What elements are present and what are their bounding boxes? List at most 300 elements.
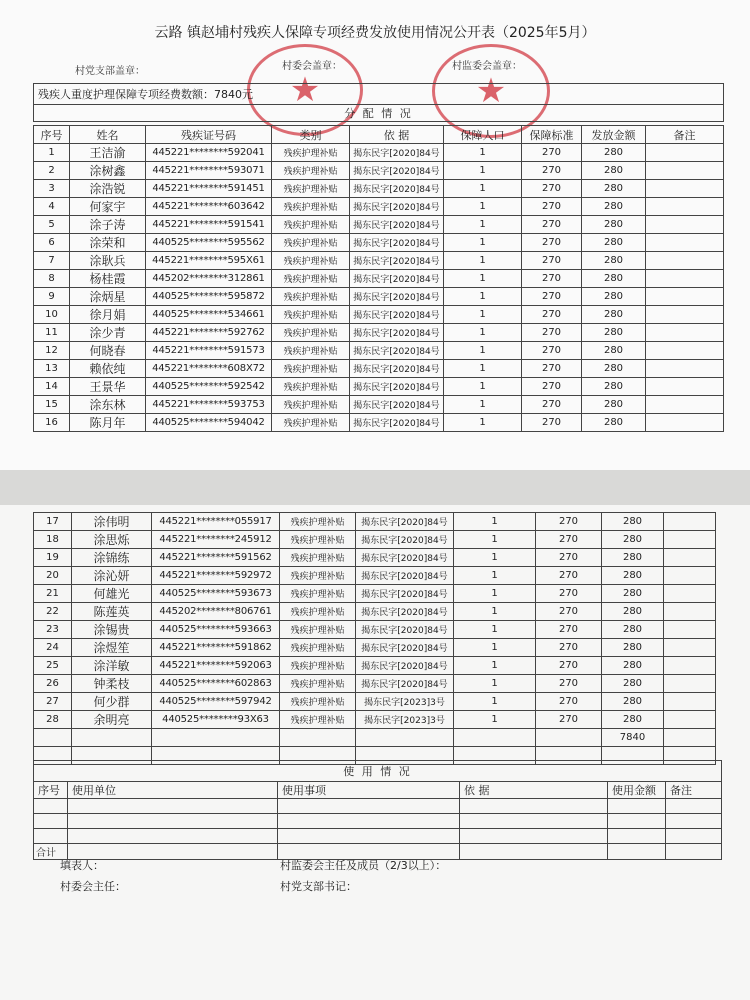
table-row (34, 603, 716, 621)
population: 1 (454, 657, 536, 675)
usage-header-row (34, 782, 722, 799)
population: 1 (454, 693, 536, 711)
standard: 270 (522, 234, 582, 252)
person-name: 涂洋敏 (72, 657, 152, 675)
amount: 280 (602, 621, 664, 639)
note (646, 324, 724, 342)
amount: 280 (602, 711, 664, 729)
amount: 280 (582, 252, 646, 270)
supervisory-committee-seal-label: 村监委会盖章： (452, 61, 522, 72)
table-row (34, 234, 724, 252)
basis: 揭东民字[2020]84号 (350, 360, 444, 378)
basis: 揭东民字[2020]84号 (350, 180, 444, 198)
row-number: 28 (34, 711, 72, 729)
category: 残疾护理补贴 (272, 144, 350, 162)
basis: 揭东民字[2020]84号 (350, 414, 444, 432)
usage-section-title: 使 用 情 况 (34, 761, 722, 782)
person-name: 涂子涛 (70, 216, 146, 234)
usage-total-row (34, 844, 722, 860)
note (646, 306, 724, 324)
note (664, 603, 716, 621)
table-row (34, 378, 724, 396)
population: 1 (454, 513, 536, 531)
basis: 揭东民字[2020]84号 (350, 234, 444, 252)
amount: 280 (602, 603, 664, 621)
id-number: 440525********593673 (152, 585, 280, 603)
note (646, 396, 724, 414)
standard: 270 (522, 270, 582, 288)
standard: 270 (536, 603, 602, 621)
table-row (34, 144, 724, 162)
amount: 280 (582, 414, 646, 432)
basis: 揭东民字[2020]84号 (356, 567, 454, 585)
population: 1 (454, 567, 536, 585)
note (646, 288, 724, 306)
id-number: 440525********593663 (152, 621, 280, 639)
id-number: 445221********595X61 (146, 252, 272, 270)
basis: 揭东民字[2020]84号 (350, 162, 444, 180)
population: 1 (444, 180, 522, 198)
category: 残疾护理补贴 (272, 234, 350, 252)
id-number: 440525********594042 (146, 414, 272, 432)
standard: 270 (536, 657, 602, 675)
note (646, 198, 724, 216)
table-row (34, 396, 724, 414)
table-row (34, 675, 716, 693)
person-name: 涂东林 (70, 396, 146, 414)
note (646, 234, 724, 252)
category: 残疾护理补贴 (272, 306, 350, 324)
person-name: 涂树鑫 (70, 162, 146, 180)
table-row (34, 180, 724, 198)
basis: 揭东民字[2020]84号 (350, 252, 444, 270)
id-number: 440525********595872 (146, 288, 272, 306)
note (664, 585, 716, 603)
population: 1 (454, 603, 536, 621)
person-name: 涂沁妍 (72, 567, 152, 585)
table-row (34, 324, 724, 342)
person-name: 徐月娟 (70, 306, 146, 324)
standard: 270 (522, 288, 582, 306)
committee-director-label: 村委会主任： (60, 880, 126, 893)
table-row (34, 306, 724, 324)
basis: 揭东民字[2020]84号 (350, 144, 444, 162)
category: 残疾护理补贴 (272, 288, 350, 306)
basis: 揭东民字[2020]84号 (350, 270, 444, 288)
person-name: 涂荣和 (70, 234, 146, 252)
note (664, 639, 716, 657)
table-row (34, 639, 716, 657)
standard: 270 (522, 198, 582, 216)
table-row (34, 513, 716, 531)
id-number: 445202********806761 (152, 603, 280, 621)
category: 残疾护理补贴 (272, 342, 350, 360)
row-number: 26 (34, 675, 72, 693)
standard: 270 (522, 162, 582, 180)
category: 残疾护理补贴 (280, 603, 356, 621)
population: 1 (454, 621, 536, 639)
person-name: 涂炳星 (70, 288, 146, 306)
seal-star-icon: ★ (475, 71, 507, 111)
note (664, 657, 716, 675)
usage-row (34, 814, 722, 829)
row-number: 18 (34, 531, 72, 549)
amount: 280 (582, 216, 646, 234)
amount: 280 (602, 657, 664, 675)
table-row (34, 162, 724, 180)
category: 残疾护理补贴 (272, 360, 350, 378)
table-row (34, 567, 716, 585)
id-number: 445221********608X72 (146, 360, 272, 378)
population: 1 (444, 252, 522, 270)
category: 残疾护理补贴 (272, 414, 350, 432)
amount: 280 (582, 360, 646, 378)
note (646, 360, 724, 378)
row-number: 2 (34, 162, 70, 180)
standard: 270 (522, 144, 582, 162)
person-name: 何晓春 (70, 342, 146, 360)
category: 残疾护理补贴 (272, 162, 350, 180)
row-number: 15 (34, 396, 70, 414)
usage-column-header: 使用单位 (68, 782, 278, 799)
row-number: 1 (34, 144, 70, 162)
category: 残疾护理补贴 (280, 549, 356, 567)
note (664, 675, 716, 693)
row-number: 5 (34, 216, 70, 234)
usage-row (34, 799, 722, 814)
person-name: 涂锡贵 (72, 621, 152, 639)
amount: 280 (582, 306, 646, 324)
amount: 280 (602, 585, 664, 603)
row-number: 19 (34, 549, 72, 567)
id-number: 445221********592972 (152, 567, 280, 585)
person-name: 余明亮 (72, 711, 152, 729)
basis: 揭东民字[2020]84号 (350, 324, 444, 342)
amount: 280 (602, 693, 664, 711)
population: 1 (444, 360, 522, 378)
id-number: 440525********93X63 (152, 711, 280, 729)
amount: 280 (582, 198, 646, 216)
person-name: 陈月年 (70, 414, 146, 432)
standard: 270 (536, 531, 602, 549)
standard: 270 (522, 396, 582, 414)
allocation-table (33, 125, 724, 432)
usage-column-header: 使用事项 (278, 782, 460, 799)
person-name: 涂煜笙 (72, 639, 152, 657)
category: 残疾护理补贴 (272, 396, 350, 414)
person-name: 陈莲英 (72, 603, 152, 621)
table-row (34, 657, 716, 675)
standard: 270 (522, 216, 582, 234)
row-number: 23 (34, 621, 72, 639)
table-row (34, 342, 724, 360)
category: 残疾护理补贴 (280, 639, 356, 657)
allocation-header-row (34, 126, 724, 144)
person-name: 涂锦练 (72, 549, 152, 567)
table-row (34, 621, 716, 639)
column-header: 残疾证号码 (146, 126, 272, 144)
note (646, 180, 724, 198)
basis: 揭东民字[2020]84号 (356, 639, 454, 657)
id-number: 440525********534661 (146, 306, 272, 324)
id-number: 445221********603642 (146, 198, 272, 216)
standard: 270 (536, 549, 602, 567)
standard: 270 (536, 513, 602, 531)
id-number: 445221********593071 (146, 162, 272, 180)
population: 1 (444, 270, 522, 288)
category: 残疾护理补贴 (280, 711, 356, 729)
amount: 280 (602, 567, 664, 585)
filler-label: 填表人： (60, 859, 104, 872)
basis: 揭东民字[2023]3号 (356, 693, 454, 711)
note (646, 252, 724, 270)
party-branch-seal-label: 村党支部盖章： (75, 66, 145, 77)
amount: 280 (602, 513, 664, 531)
id-number: 445221********592041 (146, 144, 272, 162)
population: 1 (454, 711, 536, 729)
column-header: 序号 (34, 126, 70, 144)
category: 残疾护理补贴 (272, 378, 350, 396)
note (664, 621, 716, 639)
amount: 280 (582, 144, 646, 162)
id-number: 445221********593753 (146, 396, 272, 414)
standard: 270 (536, 567, 602, 585)
row-number: 20 (34, 567, 72, 585)
note (664, 531, 716, 549)
allocation-table-continued (33, 512, 716, 765)
row-number: 13 (34, 360, 70, 378)
basis: 揭东民字[2020]84号 (350, 216, 444, 234)
usage-column-header: 序号 (34, 782, 68, 799)
usage-column-header: 依 据 (460, 782, 608, 799)
note (664, 549, 716, 567)
population: 1 (444, 378, 522, 396)
row-number: 14 (34, 378, 70, 396)
id-number: 440525********595562 (146, 234, 272, 252)
person-name: 王景华 (70, 378, 146, 396)
note (646, 162, 724, 180)
standard: 270 (536, 585, 602, 603)
id-number: 440525********602863 (152, 675, 280, 693)
row-number: 8 (34, 270, 70, 288)
amount: 280 (602, 675, 664, 693)
standard: 270 (522, 180, 582, 198)
id-number: 445221********055917 (152, 513, 280, 531)
amount: 280 (582, 234, 646, 252)
category: 残疾护理补贴 (280, 585, 356, 603)
note (664, 567, 716, 585)
id-number: 445221********591562 (152, 549, 280, 567)
amount: 280 (602, 531, 664, 549)
table-row (34, 693, 716, 711)
note (664, 693, 716, 711)
person-name: 何雄光 (72, 585, 152, 603)
table-row (34, 216, 724, 234)
table-row (34, 414, 724, 432)
basis: 揭东民字[2020]84号 (356, 585, 454, 603)
total-row (34, 729, 716, 747)
category: 残疾护理补贴 (280, 621, 356, 639)
standard: 270 (522, 306, 582, 324)
table-row (34, 711, 716, 729)
amount: 280 (582, 342, 646, 360)
document-title: 云路 镇赵埔村残疾人保障专项经费发放使用情况公开表（2025年5月） (154, 25, 596, 41)
row-number: 10 (34, 306, 70, 324)
person-name: 涂浩锐 (70, 180, 146, 198)
basis: 揭东民字[2020]84号 (356, 513, 454, 531)
note (646, 144, 724, 162)
id-number: 445221********591451 (146, 180, 272, 198)
amount: 280 (582, 162, 646, 180)
standard: 270 (536, 693, 602, 711)
population: 1 (444, 234, 522, 252)
population: 1 (454, 639, 536, 657)
note (646, 378, 724, 396)
id-number: 445221********591573 (146, 342, 272, 360)
id-number: 445221********592762 (146, 324, 272, 342)
person-name: 杨桂霞 (70, 270, 146, 288)
note (646, 270, 724, 288)
table-row (34, 549, 716, 567)
standard: 270 (536, 675, 602, 693)
table-row (34, 198, 724, 216)
basis: 揭东民字[2020]84号 (356, 675, 454, 693)
population: 1 (444, 414, 522, 432)
supervisory-members-label: 村监委会主任及成员（2/3以上）： (280, 859, 447, 872)
id-number: 440525********597942 (152, 693, 280, 711)
category: 残疾护理补贴 (280, 693, 356, 711)
category: 残疾护理补贴 (280, 513, 356, 531)
population: 1 (444, 198, 522, 216)
population: 1 (444, 306, 522, 324)
column-header: 依 据 (350, 126, 444, 144)
usage-table (33, 760, 722, 860)
standard: 270 (536, 711, 602, 729)
basis: 揭东民字[2020]84号 (350, 342, 444, 360)
basis: 揭东民字[2023]3号 (356, 711, 454, 729)
person-name: 何少群 (72, 693, 152, 711)
basis: 揭东民字[2020]84号 (350, 396, 444, 414)
note (664, 513, 716, 531)
party-secretary-label: 村党支部书记： (280, 880, 357, 893)
category: 残疾护理补贴 (280, 531, 356, 549)
row-number: 27 (34, 693, 72, 711)
amount: 280 (602, 639, 664, 657)
category: 残疾护理补贴 (280, 675, 356, 693)
population: 1 (444, 144, 522, 162)
column-header: 姓名 (70, 126, 146, 144)
category: 残疾护理补贴 (272, 270, 350, 288)
standard: 270 (536, 621, 602, 639)
person-name: 王洁渝 (70, 144, 146, 162)
basis: 揭东民字[2020]84号 (356, 531, 454, 549)
note (646, 216, 724, 234)
id-number: 445221********245912 (152, 531, 280, 549)
id-number: 445221********591862 (152, 639, 280, 657)
village-committee-seal-label: 村委会盖章： (282, 61, 342, 72)
person-name: 何家宇 (70, 198, 146, 216)
amount: 280 (582, 396, 646, 414)
category: 残疾护理补贴 (272, 216, 350, 234)
person-name: 钟柔枝 (72, 675, 152, 693)
id-number: 445221********592063 (152, 657, 280, 675)
population: 1 (454, 675, 536, 693)
row-number: 7 (34, 252, 70, 270)
column-header: 保障标准 (522, 126, 582, 144)
standard: 270 (522, 414, 582, 432)
standard: 270 (536, 639, 602, 657)
row-number: 22 (34, 603, 72, 621)
note (646, 342, 724, 360)
standard: 270 (522, 252, 582, 270)
standard: 270 (522, 342, 582, 360)
amount: 280 (582, 180, 646, 198)
population: 1 (444, 324, 522, 342)
amount: 280 (582, 270, 646, 288)
row-number: 11 (34, 324, 70, 342)
total-amount: 7840 (602, 729, 664, 747)
amount: 280 (582, 378, 646, 396)
basis: 揭东民字[2020]84号 (356, 621, 454, 639)
category: 残疾护理补贴 (272, 198, 350, 216)
id-number: 445202********312861 (146, 270, 272, 288)
column-header: 类别 (272, 126, 350, 144)
row-number: 12 (34, 342, 70, 360)
population: 1 (444, 288, 522, 306)
note (664, 711, 716, 729)
population: 1 (454, 531, 536, 549)
row-number: 4 (34, 198, 70, 216)
basis: 揭东民字[2020]84号 (350, 306, 444, 324)
category: 残疾护理补贴 (272, 324, 350, 342)
amount: 280 (582, 324, 646, 342)
table-row (34, 360, 724, 378)
standard: 270 (522, 360, 582, 378)
basis: 揭东民字[2020]84号 (356, 549, 454, 567)
category: 残疾护理补贴 (280, 657, 356, 675)
population: 1 (444, 396, 522, 414)
table-row (34, 288, 724, 306)
row-number: 16 (34, 414, 70, 432)
basis: 揭东民字[2020]84号 (356, 657, 454, 675)
table-row (34, 252, 724, 270)
person-name: 涂伟明 (72, 513, 152, 531)
id-number: 440525********592542 (146, 378, 272, 396)
id-number: 445221********591541 (146, 216, 272, 234)
row-number: 24 (34, 639, 72, 657)
basis: 揭东民字[2020]84号 (356, 603, 454, 621)
row-number: 21 (34, 585, 72, 603)
row-number: 17 (34, 513, 72, 531)
amount: 280 (582, 288, 646, 306)
person-name: 涂思烁 (72, 531, 152, 549)
column-header: 发放金额 (582, 126, 646, 144)
basis: 揭东民字[2020]84号 (350, 288, 444, 306)
category: 残疾护理补贴 (280, 567, 356, 585)
usage-column-header: 备注 (666, 782, 722, 799)
seal-star-icon: ★ (289, 70, 321, 110)
row-number: 9 (34, 288, 70, 306)
usage-row (34, 829, 722, 844)
amount: 280 (602, 549, 664, 567)
allocation-section-title: 分 配 情 况 (34, 105, 724, 122)
table-row (34, 585, 716, 603)
person-name: 涂少青 (70, 324, 146, 342)
note (646, 414, 724, 432)
column-header: 备注 (646, 126, 724, 144)
population: 1 (444, 342, 522, 360)
document-sheet-top (0, 0, 750, 470)
